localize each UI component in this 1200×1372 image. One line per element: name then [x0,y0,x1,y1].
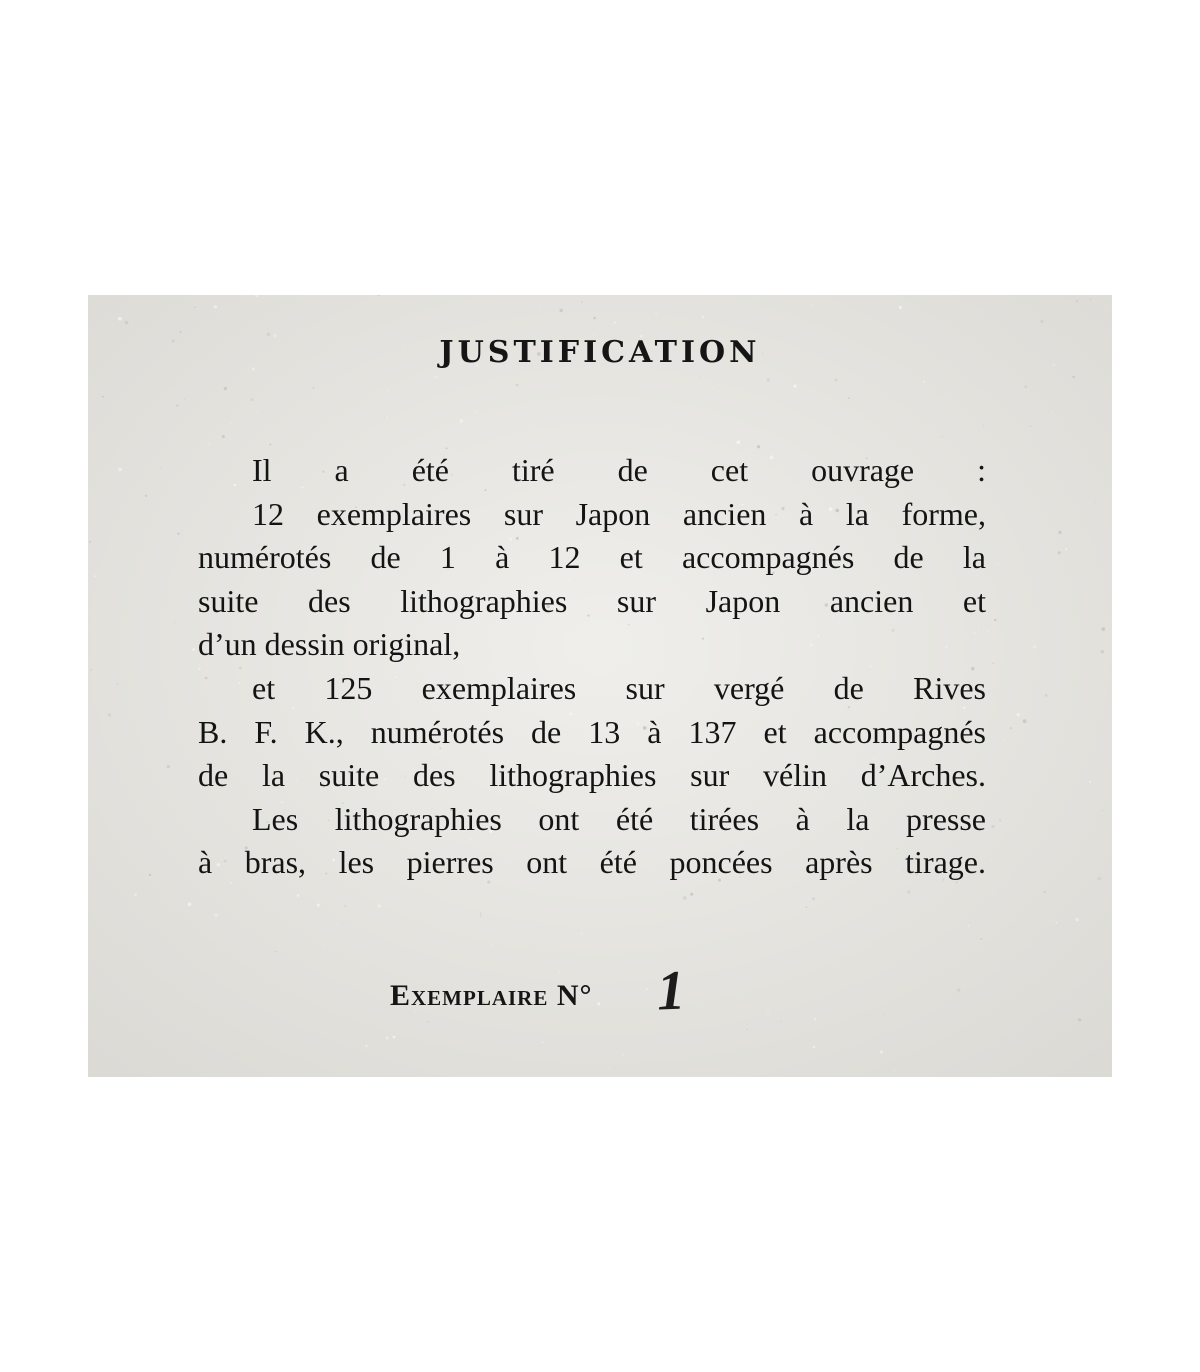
paper-speck [1023,719,1027,723]
paper-speck [713,387,715,389]
paper-speck [184,399,185,400]
text-line: 12 exemplaires sur Japon ancien à la forme, [252,495,986,532]
paper-speck [149,874,151,876]
paper-speck [923,381,925,383]
paper-speck [386,1036,389,1039]
paper-speck [435,375,438,378]
paper-speck [983,425,984,426]
paper-speck [188,902,192,906]
paper-speck [609,1067,610,1068]
paper-speck [1075,918,1079,922]
paper-speck [1051,412,1053,414]
paper-speck [1040,320,1043,323]
paper-speck [1095,501,1096,502]
paper-speck [323,944,324,945]
paper-speck [883,1013,884,1014]
paper-speck [195,611,197,613]
paper-speck [313,387,315,389]
paper-speck [997,564,999,566]
paper-speck [250,398,253,401]
text-line: de la suite des lithographies sur vélin d’Arches. [198,757,986,794]
paper-speck [1090,298,1091,299]
paper-speck [1102,809,1103,810]
paper-speck [835,378,838,381]
paper-speck [581,302,582,303]
paper-speck [317,904,320,907]
paper-speck [780,1021,782,1023]
paper-speck [794,384,797,387]
paper-speck [540,305,541,306]
paper-speck [848,397,850,399]
paper-speck [516,384,519,387]
paper-speck [492,943,494,945]
paper-speck [108,713,111,716]
paper-speck [222,435,225,438]
paper-speck [806,907,808,909]
paper-speck [345,905,347,907]
paper-speck [1078,1018,1081,1021]
paper-speck [337,924,338,925]
paper-speck [386,416,387,417]
paper-speck [1101,627,1105,631]
paper-speck [214,305,217,308]
paper-speck [894,1070,895,1071]
paper-speck [811,305,813,307]
paper-speck [208,443,210,445]
paper-speck [1089,781,1091,783]
copy-number-line [390,955,686,1023]
paper-speck [1056,922,1058,924]
paper-speck [880,1051,883,1054]
paper-speck [758,300,759,301]
paper-speck [459,419,463,423]
paper-speck [387,391,388,392]
copy-label: Exemplaire N° [390,979,593,1012]
justification-text [198,449,986,885]
paper-speck [1030,425,1032,427]
paper-speck [683,896,687,900]
paper-speck [237,1055,238,1056]
paper-speck [1058,551,1061,554]
paper-speck [813,1046,816,1049]
paper-speck [1076,300,1078,302]
paper-speck [1045,694,1048,697]
paper-speck [1065,548,1067,550]
paper-speck [1058,531,1061,534]
paper-speck [907,890,910,893]
paper-speck [542,1042,544,1044]
paper-speck [987,631,988,632]
paper-speck [757,445,760,448]
paper-speck [118,468,122,472]
text-line: Il a été tiré de cet ouvrage : [252,452,986,488]
paper-speck [1043,891,1045,893]
paper-speck [224,387,227,390]
paper-speck [690,893,693,896]
paper-speck [297,894,300,897]
paper-speck [737,440,741,444]
text-line: Les lithographies ont été tirées à la presse [252,800,986,837]
paper-speck [1003,739,1004,740]
paper-speck [994,619,996,621]
paper-speck [968,925,969,926]
paper-speck [192,648,195,651]
paper-speck [623,1055,625,1057]
paper-speck [194,307,195,308]
paper-speck [176,405,178,407]
paper-speck [980,938,982,940]
paper-speck [378,904,381,907]
paper-speck [145,495,147,497]
paper-speck [134,894,136,896]
paper-speck [559,309,562,312]
paper-speck [167,765,170,768]
paper-speck [957,988,960,991]
paper-speck [480,913,481,914]
paper-speck [174,622,175,623]
paper-speck [670,439,671,440]
paper-speck [116,682,118,684]
paper-speck [270,444,272,446]
paper-speck [258,410,259,411]
paper-speck [899,306,902,309]
text-line: d’un dessin original, [198,626,461,663]
paper-speck [767,1013,768,1014]
paper-speck [814,1018,816,1020]
paper-speck [365,1045,367,1047]
paper-speck [614,321,616,323]
text-line: B. F. K., numérotés de 13 à 137 et accompagnés [198,713,986,750]
paper-speck [275,951,277,953]
copy-number: 1 [655,959,686,1023]
text-line: à bras, les pierres ont été poncées après tirage. [198,844,986,881]
paper-speck [94,575,97,578]
paper-speck [393,1036,396,1039]
paper-speck [593,317,596,320]
paper-speck [702,315,705,318]
paper-speck [90,669,92,671]
paper-speck [992,662,994,664]
paper-speck [230,422,231,423]
paper-speck [118,317,122,321]
paper-speck [474,410,476,412]
paper-speck [480,915,482,917]
text-line: numérotés de 1 à 12 et accompagnés de la [198,539,986,576]
paper-speck [1110,306,1111,307]
paper-speck [1033,645,1036,648]
paper-speck [1010,727,1012,729]
paper-speck [1101,650,1104,653]
paper-speck [999,820,1001,822]
paper-speck [125,321,129,325]
paper-speck [991,825,994,828]
paper-speck [427,1021,429,1023]
paper-speck [700,377,701,378]
paper-speck [941,436,942,437]
paper-speck [991,859,992,860]
paper-speck [581,933,583,935]
paper-speck [812,897,815,900]
text-line: suite des lithographies sur Japon ancien et [198,582,986,619]
paper-speck [746,1029,747,1030]
text-line: et 125 exemplaires sur vergé de Rives [252,669,986,706]
paper-speck [1016,921,1017,922]
paper-speck [102,396,104,398]
paper-speck [655,313,657,315]
paper-speck [89,541,91,543]
justification-page [88,295,1112,1077]
paper-speck [1098,877,1102,881]
paper-speck [214,914,218,918]
paper-speck [179,331,181,333]
paper-speck [766,378,770,382]
paper-speck [1017,713,1020,716]
paper-speck [160,468,161,469]
page-title: JUSTIFICATION [439,335,761,370]
paper-speck [1072,376,1074,378]
paper-speck [1024,385,1027,388]
paper-speck [177,533,179,535]
